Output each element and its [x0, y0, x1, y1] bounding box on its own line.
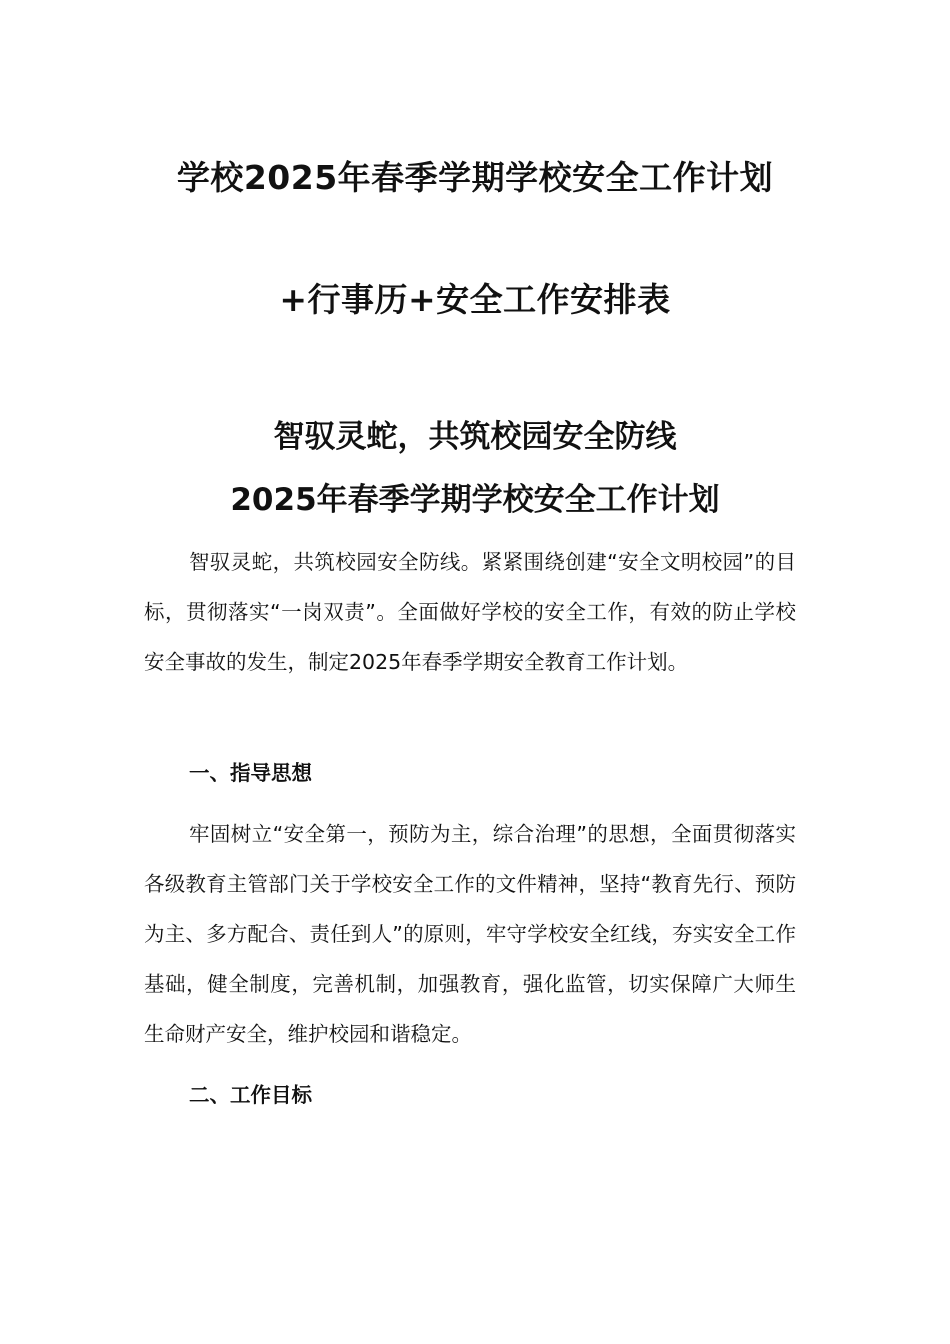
- subtitle-slogan: 智驭灵蛇，共筑校园安全防线: [273, 419, 677, 455]
- guiding-ideology-paragraph: 牢固树立“安全第一，预防为主，综合治理”的思想，全面贯彻落实各级教育主管部门关于学校安全工作的文件精神，坚持“教育先行、预防为主、多方配合、责任到人”的原则，牢守学校安全红线，夯实安全工作基础，健全制度，完善机制，加强教育，强化监管，切实保障广大师生生命财产安全，维护校园和谐稳定。: [144, 822, 796, 1046]
- intro-paragraph: 智驭灵蛇，共筑校园安全防线。紧紧围绕创建“安全文明校园”的目标，贯彻落实“一岗双责”。全面做好学校的安全工作，有效的防止学校安全事故的发生，制定2025年春季学期安全教育工作计划。: [144, 550, 796, 674]
- section-heading-guiding-ideology: 一、指导思想: [189, 761, 312, 785]
- document-title-line-1: 学校2025年春季学期学校安全工作计划: [176, 158, 774, 197]
- section-heading-work-goals: 二、工作目标: [189, 1083, 312, 1107]
- document-title-line-2: +行事历+安全工作安排表: [279, 280, 671, 319]
- subtitle-plan-title: 2025年春季学期学校安全工作计划: [230, 482, 720, 518]
